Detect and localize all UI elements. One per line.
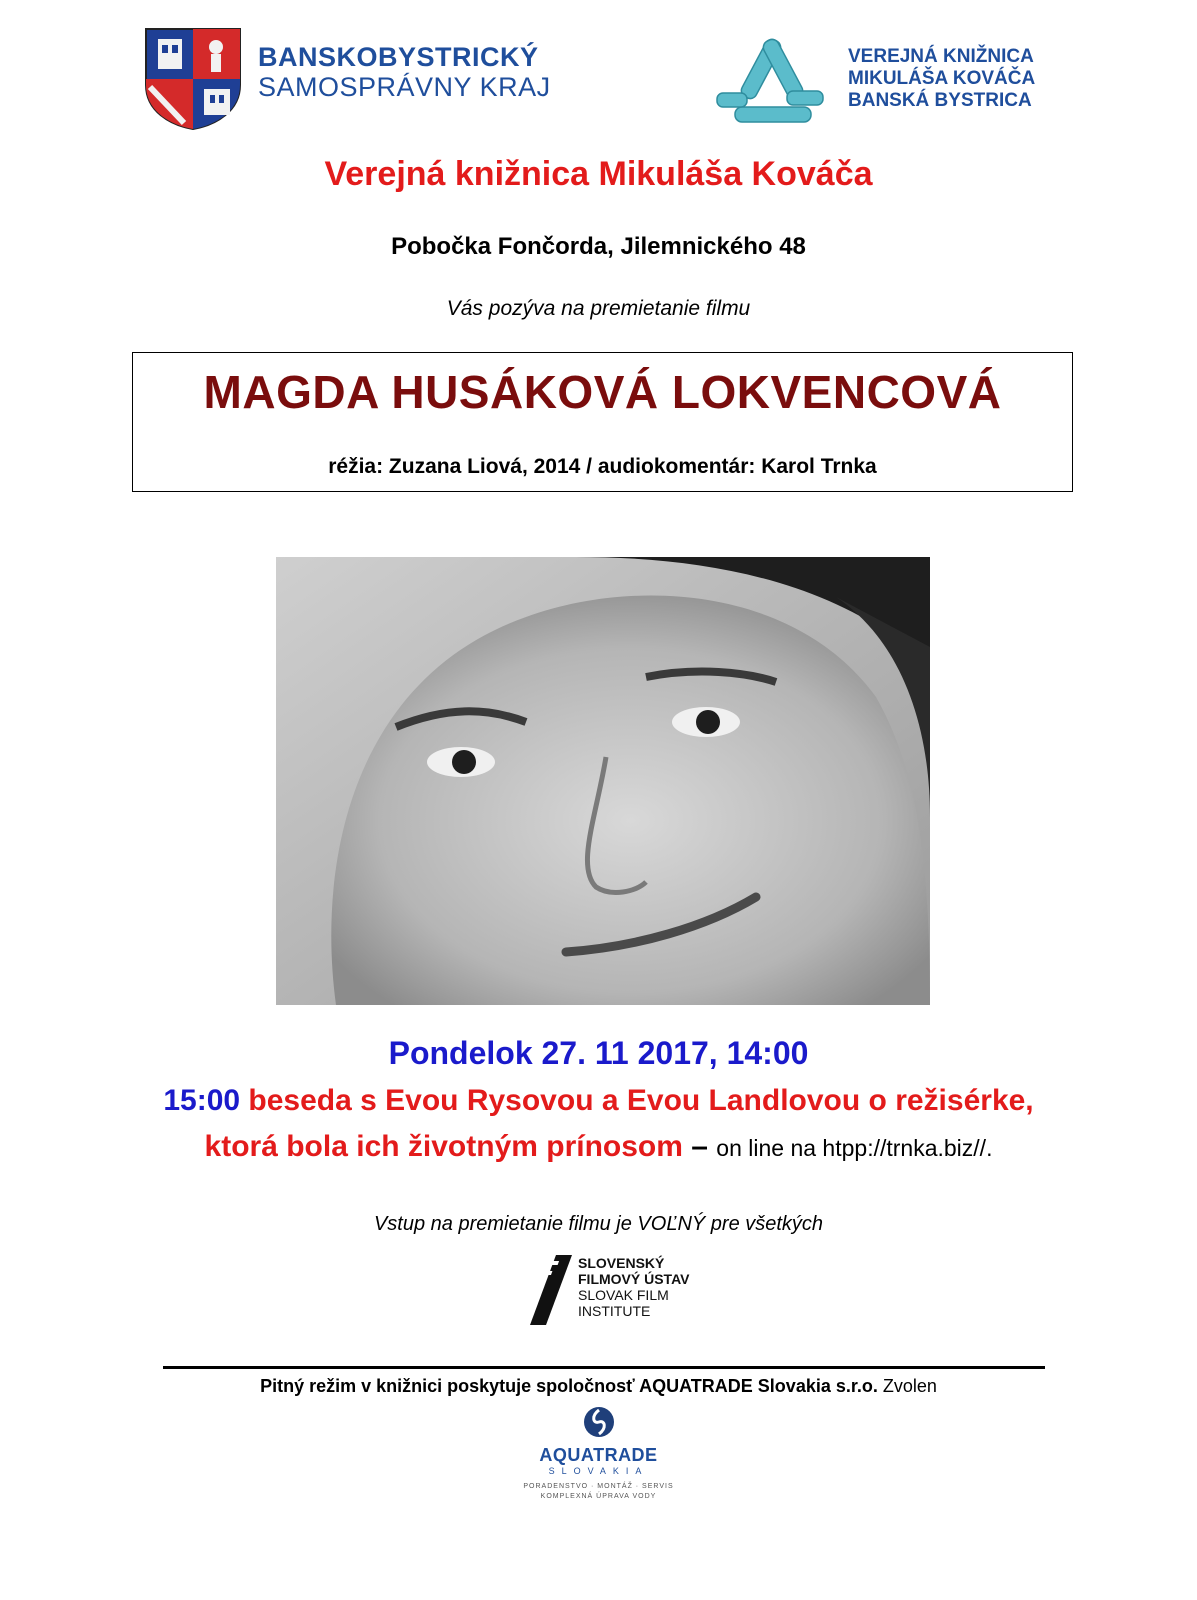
entry-note: Vstup na premietanie filmu je VOĽNÝ pre všetkých xyxy=(373,1213,824,1235)
footer-note-plain: Zvolen xyxy=(877,1376,937,1396)
sfu-line3: SLOVAK FILM xyxy=(578,1287,669,1303)
footer-note xyxy=(0,1376,1197,1397)
library-logo-line2: MIKULÁŠA KOVÁČA xyxy=(848,68,1036,89)
triangle-books-icon xyxy=(713,33,831,129)
sfu-logo-text xyxy=(578,1255,689,1319)
event-date: Pondelok 27. 11 2017, 14:00 xyxy=(388,1035,809,1071)
film-title: MAGDA HUSÁKOVÁ LOKVENCOVÁ xyxy=(203,366,1002,418)
discussion-time: 15:00 xyxy=(163,1084,241,1117)
sfu-line1: SLOVENSKÝ xyxy=(578,1255,665,1271)
discussion-text-2: ktorá bola ich životným prínosom xyxy=(204,1130,683,1163)
coat-of-arms-icon xyxy=(144,27,242,131)
aquatrade-name: AQUATRADE xyxy=(539,1445,658,1465)
sfu-line2: FILMOVÝ ÚSTAV xyxy=(578,1271,690,1287)
portrait-photo xyxy=(276,557,930,1005)
library-logo-text xyxy=(848,46,1035,112)
invite-text: Vás pozýva na premietanie filmu xyxy=(446,297,751,320)
region-name-line1: BANSKOBYSTRICKÝ xyxy=(258,42,539,72)
film-credit: réžia: Zuzana Liová, 2014 / audiokomentár: Karol Trnka xyxy=(328,455,877,478)
region-name xyxy=(258,42,551,102)
library-logo-line1: VEREJNÁ KNIŽNICA xyxy=(848,46,1034,67)
film-title-box xyxy=(132,352,1073,492)
online-link[interactable]: on line na htpp://trnka.biz//. xyxy=(716,1135,993,1161)
footer-divider xyxy=(163,1366,1045,1369)
sfu-line4: INSTITUTE xyxy=(578,1303,651,1319)
aquatrade-tagline-1: PORADENSTVO · MONTÁŽ · SERVIS xyxy=(523,1483,674,1490)
discussion-text-1: beseda s Evou Rysovou a Evou Landlovou o režisérke, xyxy=(240,1084,1034,1117)
aquatrade-sub: SLOVAKIA xyxy=(548,1466,649,1476)
branch-address: Pobočka Fončorda, Jilemnického 48 xyxy=(391,233,806,260)
organizer-title: Verejná knižnica Mikuláša Kováča xyxy=(324,155,873,193)
water-drop-swirl-icon xyxy=(583,1406,615,1438)
library-logo-line3: BANSKÁ BYSTRICA xyxy=(848,90,1032,111)
footer-note-bold: Pitný režim v knižnici poskytuje spoločnosť AQUATRADE Slovakia s.r.o. xyxy=(260,1376,878,1396)
film-strip-icon xyxy=(528,1253,574,1327)
discussion-dash: – xyxy=(682,1130,717,1163)
region-name-line2: SAMOSPRÁVNY KRAJ xyxy=(258,72,551,102)
aquatrade-tagline-2: KOMPLEXNÁ ÚPRAVA VODY xyxy=(540,1493,657,1500)
discussion-line2 xyxy=(0,1130,1197,1164)
discussion-line1 xyxy=(0,1084,1197,1118)
